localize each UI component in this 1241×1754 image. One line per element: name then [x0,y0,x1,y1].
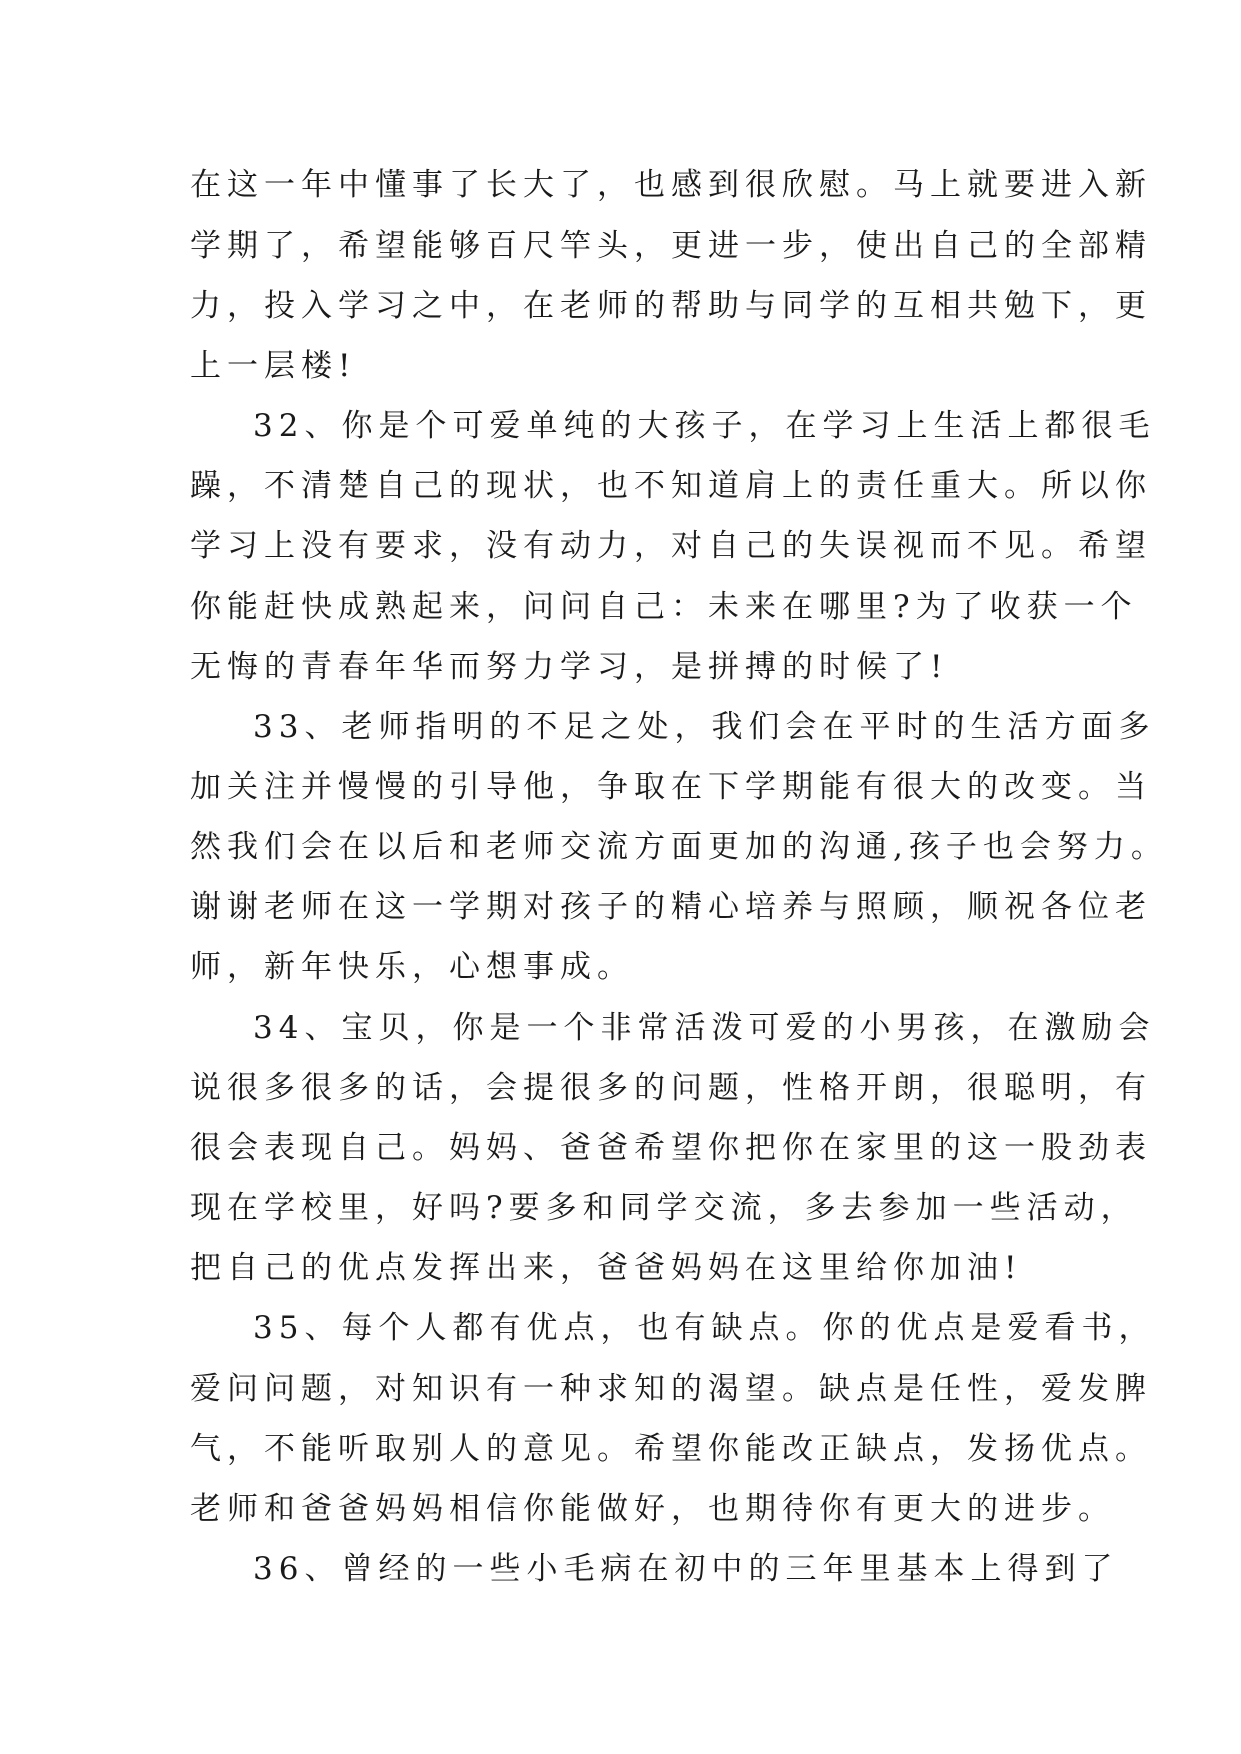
text-line: 学期了，希望能够百尺竿头，更进一步，使出自己的全部精 [190,228,1152,264]
text-line: 现在学校里，好吗?要多和同学交流，多去参加一些活动， [190,1190,1138,1226]
text-line: 爱问问题，对知识有一种求知的渴望。缺点是任性，爱发脾 [190,1371,1152,1407]
paragraph-33-start: 33、老师指明的不足之处，我们会在平时的生活方面多 [253,709,1156,745]
text-line: 你能赶快成熟起来，问问自己：未来在哪里?为了收获一个 [190,589,1138,625]
text-line: 学习上没有要求，没有动力，对自己的失误视而不见。希望 [190,528,1152,564]
text-line: 躁，不清楚自己的现状，也不知道肩上的责任重大。所以你 [190,468,1152,504]
text-line: 说很多很多的话，会提很多的问题，性格开朗，很聪明，有 [190,1070,1152,1106]
text-line: 力，投入学习之中，在老师的帮助与同学的互相共勉下，更 [190,288,1152,324]
text-line: 谢谢老师在这一学期对孩子的精心培养与照顾，顺祝各位老 [190,889,1152,925]
paragraph-32-start: 32、你是个可爱单纯的大孩子，在学习上生活上都很毛 [253,408,1156,444]
text-line: 把自己的优点发挥出来，爸爸妈妈在这里给你加油! [190,1250,1023,1286]
text-line: 老师和爸爸妈妈相信你能做好，也期待你有更大的进步。 [190,1491,1115,1527]
paragraph-35-start: 35、每个人都有优点，也有缺点。你的优点是爱看书， [253,1310,1156,1346]
text-line: 然我们会在以后和老师交流方面更加的沟通,孩子也会努力。 [190,829,1168,865]
text-line: 气，不能听取别人的意见。希望你能改正缺点，发扬优点。 [190,1431,1152,1467]
text-line: 无悔的青春年华而努力学习，是拼搏的时候了! [190,649,949,685]
text-line: 上一层楼! [190,348,357,384]
text-line: 加关注并慢慢的引导他，争取在下学期能有很大的改变。当 [190,769,1152,805]
paragraph-34-start: 34、宝贝，你是一个非常活泼可爱的小男孩，在激励会 [253,1010,1156,1046]
text-line: 很会表现自己。妈妈、爸爸希望你把你在家里的这一股劲表 [190,1130,1152,1166]
text-line: 师，新年快乐，心想事成。 [190,949,634,985]
paragraph-36-start: 36、曾经的一些小毛病在初中的三年里基本上得到了 [253,1551,1119,1587]
text-line: 在这一年中懂事了长大了，也感到很欣慰。马上就要进入新 [190,167,1152,203]
